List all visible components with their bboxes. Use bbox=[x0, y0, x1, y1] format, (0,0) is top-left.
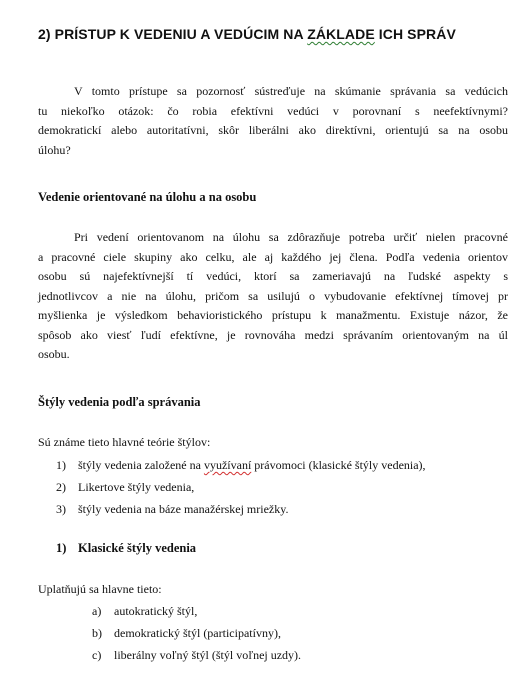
list-item: c) liberálny voľný štýl (štýl voľnej uzdy). bbox=[92, 648, 302, 662]
list-marker: 3) bbox=[56, 502, 66, 516]
chapter-heading bbox=[38, 26, 456, 42]
section1-paragraph bbox=[38, 228, 508, 365]
section-heading-classic: 1) Klasické štýly vedenia bbox=[56, 541, 197, 555]
spelling-mark: využívaní bbox=[203, 458, 252, 472]
paragraph-line: Pri vedení orientovanom na úlohu sa zdôrazňuje potreba určiť nielen pracovné bbox=[74, 230, 508, 244]
paragraph-line: tu niekoľko otázok: čo robia efektívni vedúci v porovnaní s neefektívnymi? bbox=[38, 103, 508, 118]
list-marker: a) bbox=[92, 604, 102, 618]
intro-paragraph bbox=[38, 82, 508, 160]
list-item: 3) štýly vedenia na báze manažérskej mriežky. bbox=[56, 502, 289, 516]
list-item: a) autokratický štýl, bbox=[92, 604, 198, 618]
paragraph-line: úlohu? bbox=[38, 142, 71, 157]
paragraph-line: jednotlivcov a nie na úlohu, pričom sa usilujú o vybudovanie efektívnej tímovej pr bbox=[38, 288, 508, 303]
list-marker: 1) bbox=[56, 541, 67, 555]
list-marker: 1) bbox=[56, 458, 66, 472]
grammar-mark: ZÁKLADE bbox=[307, 26, 375, 42]
list-marker: 2) bbox=[56, 480, 66, 494]
paragraph-line: a pracovné ciele skupiny ako celku, ale aj každého jej člena. Podľa vedenia orientov bbox=[38, 249, 508, 264]
list-item: 1) štýly vedenia založené na využívaní právomoci (klasické štýly vedenia), bbox=[56, 458, 426, 472]
paragraph-line: myšlienka je výsledkom behavioristického prístupu k manažmentu. Existuje názor, že bbox=[38, 308, 508, 322]
paragraph-line: V tomto prístupe sa pozornosť sústreďuje na skúmanie správania sa vedúcich bbox=[74, 84, 508, 98]
list-item: b) demokratický štýl (participatívny), bbox=[92, 626, 281, 640]
paragraph-line: osobu. bbox=[38, 347, 70, 361]
heading-text-before: 2) PRÍSTUP K VEDENIU A VEDÚCIM NA bbox=[38, 26, 308, 42]
list-marker: b) bbox=[92, 626, 102, 640]
heading-text-after: ICH SPRÁV bbox=[374, 26, 456, 42]
paragraph-line: osobu sú najefektívnejší tí vedúci, ktorí sa zameriavajú na ľudské aspekty s bbox=[38, 269, 508, 283]
paragraph-line: demokratickí alebo autoritatívni, skôr liberálni ako direktívni, orientujú sa na osobu bbox=[38, 123, 508, 137]
styles-lead: Sú známe tieto hlavné teórie štýlov: bbox=[38, 435, 211, 449]
list-item: 2) Likertove štýly vedenia, bbox=[56, 480, 195, 494]
section-heading-task-person: Vedenie orientované na úlohu a na osobu bbox=[38, 190, 257, 204]
paragraph-line: spôsob ako viesť ľudí efektívne, je rovnováha medzi správaním orientovaným na úl bbox=[38, 327, 508, 342]
section-heading-styles: Štýly vedenia podľa správania bbox=[38, 395, 201, 409]
list-marker: c) bbox=[92, 648, 102, 662]
classic-lead: Uplatňujú sa hlavne tieto: bbox=[38, 582, 162, 596]
